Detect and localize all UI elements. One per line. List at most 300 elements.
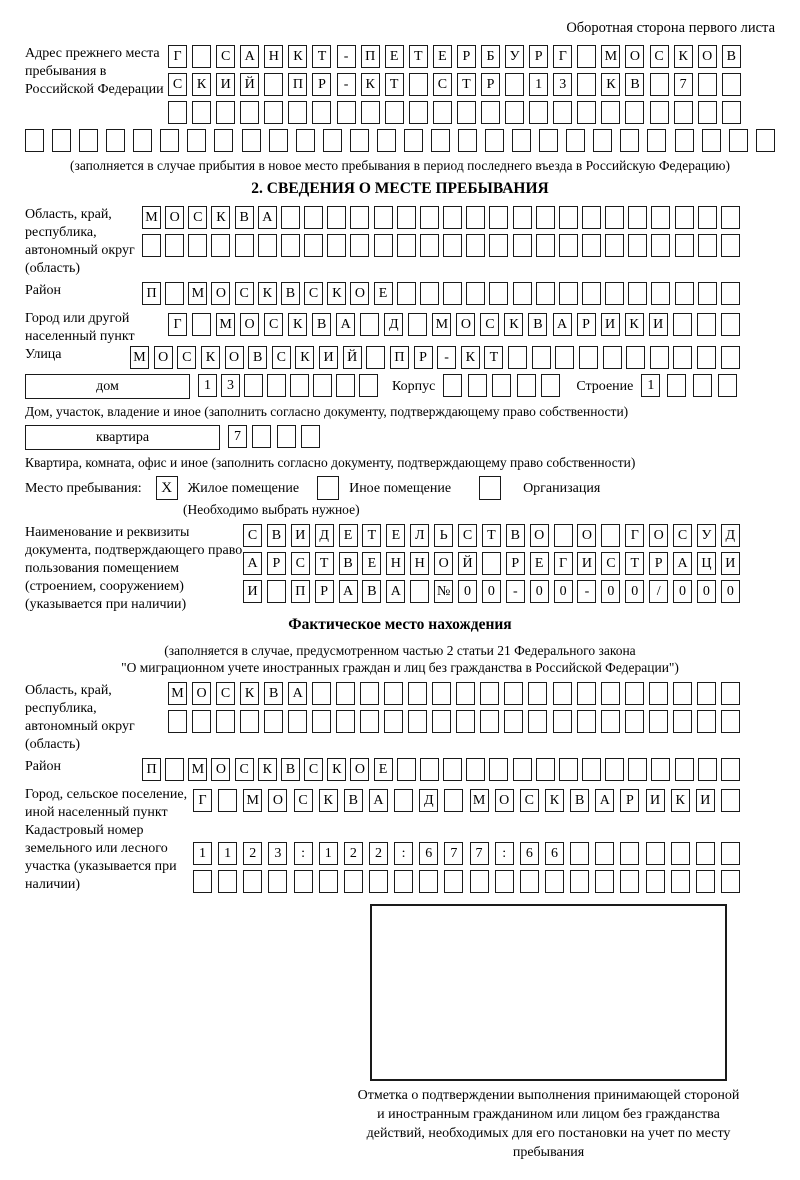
char-cell[interactable]: О [495,789,514,812]
char-cell[interactable] [443,374,462,397]
char-cell[interactable]: 2 [243,842,262,865]
char-cell[interactable]: Т [312,45,331,68]
char-cell[interactable]: В [625,73,644,96]
char-cell[interactable] [697,710,716,733]
char-cell[interactable]: М [142,206,161,229]
char-cell[interactable] [360,710,379,733]
char-cell[interactable] [593,129,612,152]
char-cell[interactable]: К [240,682,259,705]
fact-kadastr-row2[interactable] [193,870,740,893]
char-cell[interactable] [667,374,686,397]
char-cell[interactable] [304,234,323,257]
char-cell[interactable] [512,129,531,152]
char-cell[interactable]: О [530,524,549,547]
char-cell[interactable] [374,206,393,229]
raion-row[interactable] [142,282,740,305]
korpus-cells[interactable] [443,374,560,397]
char-cell[interactable]: Н [386,552,405,575]
char-cell[interactable] [456,682,475,705]
char-cell[interactable]: Й [240,73,259,96]
char-cell[interactable] [671,870,690,893]
char-cell[interactable] [698,101,717,124]
char-cell[interactable] [444,870,463,893]
char-cell[interactable]: С [304,282,323,305]
char-cell[interactable] [646,842,665,865]
char-cell[interactable] [336,374,355,397]
char-cell[interactable]: - [337,45,356,68]
char-cell[interactable] [697,346,716,369]
char-cell[interactable]: И [696,789,715,812]
char-cell[interactable] [698,206,717,229]
char-cell[interactable] [577,73,596,96]
char-cell[interactable] [536,282,555,305]
char-cell[interactable] [106,129,125,152]
char-cell[interactable]: К [461,346,480,369]
char-cell[interactable]: О [192,682,211,705]
char-cell[interactable] [673,313,692,336]
char-cell[interactable] [620,129,639,152]
char-cell[interactable]: Р [529,45,548,68]
char-cell[interactable]: В [267,524,286,547]
char-cell[interactable] [605,206,624,229]
char-cell[interactable]: Р [414,346,433,369]
char-cell[interactable]: О [350,758,369,781]
char-cell[interactable]: Р [620,789,639,812]
char-cell[interactable]: С [216,45,235,68]
char-cell[interactable] [489,234,508,257]
char-cell[interactable] [721,789,740,812]
char-cell[interactable] [142,234,161,257]
char-cell[interactable] [404,129,423,152]
char-cell[interactable] [360,313,379,336]
stroenie-cells[interactable] [641,374,737,397]
char-cell[interactable]: И [577,552,596,575]
char-cell[interactable]: 3 [553,73,572,96]
char-cell[interactable]: 3 [268,842,287,865]
char-cell[interactable]: - [337,73,356,96]
char-cell[interactable] [582,758,601,781]
char-cell[interactable] [729,129,748,152]
char-cell[interactable] [327,206,346,229]
char-cell[interactable]: Т [409,45,428,68]
char-cell[interactable] [605,234,624,257]
char-cell[interactable]: Г [193,789,212,812]
char-cell[interactable] [582,234,601,257]
char-cell[interactable] [52,129,71,152]
char-cell[interactable]: В [235,206,254,229]
char-cell[interactable]: О [165,206,184,229]
char-cell[interactable] [647,129,666,152]
char-cell[interactable]: Ь [434,524,453,547]
char-cell[interactable]: В [722,45,741,68]
char-cell[interactable] [721,206,740,229]
char-cell[interactable] [650,101,669,124]
char-cell[interactable]: О [434,552,453,575]
char-cell[interactable] [160,129,179,152]
char-cell[interactable] [603,346,622,369]
char-cell[interactable]: 6 [545,842,564,865]
char-cell[interactable]: 0 [530,580,549,603]
char-cell[interactable] [385,101,404,124]
char-cell[interactable]: С [480,313,499,336]
char-cell[interactable] [513,282,532,305]
char-cell[interactable]: М [130,346,149,369]
fact-gorod-row[interactable] [193,789,740,812]
char-cell[interactable] [79,129,98,152]
char-cell[interactable] [721,282,740,305]
char-cell[interactable] [570,842,589,865]
char-cell[interactable] [468,374,487,397]
char-cell[interactable] [252,425,271,448]
char-cell[interactable] [313,374,332,397]
char-cell[interactable] [466,282,485,305]
char-cell[interactable] [420,758,439,781]
char-cell[interactable]: 7 [674,73,693,96]
char-cell[interactable]: / [649,580,668,603]
doc-row1[interactable] [243,524,740,547]
char-cell[interactable] [443,758,462,781]
char-cell[interactable] [756,129,775,152]
char-cell[interactable] [240,101,259,124]
char-cell[interactable] [693,374,712,397]
char-cell[interactable]: А [673,552,692,575]
char-cell[interactable]: К [258,282,277,305]
char-cell[interactable]: О [211,758,230,781]
char-cell[interactable]: П [390,346,409,369]
char-cell[interactable]: 6 [419,842,438,865]
char-cell[interactable]: П [142,282,161,305]
char-cell[interactable]: П [142,758,161,781]
char-cell[interactable]: К [295,346,314,369]
char-cell[interactable] [369,870,388,893]
char-cell[interactable]: О [456,313,475,336]
doc-row3[interactable] [243,580,740,603]
char-cell[interactable]: К [288,313,307,336]
char-cell[interactable]: Ц [697,552,716,575]
char-cell[interactable] [408,682,427,705]
char-cell[interactable] [529,101,548,124]
char-cell[interactable] [513,206,532,229]
char-cell[interactable]: С [433,73,452,96]
fact-oblast-row2[interactable] [168,710,740,733]
char-cell[interactable] [192,45,211,68]
char-cell[interactable] [559,282,578,305]
char-cell[interactable] [577,101,596,124]
char-cell[interactable]: 6 [520,842,539,865]
char-cell[interactable]: С [216,682,235,705]
char-cell[interactable] [394,870,413,893]
char-cell[interactable]: К [288,45,307,68]
char-cell[interactable] [384,710,403,733]
char-cell[interactable] [513,234,532,257]
char-cell[interactable] [419,870,438,893]
char-cell[interactable] [394,789,413,812]
char-cell[interactable]: 1 [218,842,237,865]
char-cell[interactable]: Р [649,552,668,575]
char-cell[interactable] [165,758,184,781]
char-cell[interactable]: 1 [319,842,338,865]
char-cell[interactable] [566,129,585,152]
char-cell[interactable]: Г [553,45,572,68]
char-cell[interactable]: Д [315,524,334,547]
char-cell[interactable] [555,346,574,369]
char-cell[interactable]: В [312,313,331,336]
char-cell[interactable]: П [288,73,307,96]
char-cell[interactable] [242,129,261,152]
char-cell[interactable]: Г [168,313,187,336]
char-cell[interactable] [673,346,692,369]
fact-oblast-row1[interactable] [168,682,740,705]
char-cell[interactable]: : [394,842,413,865]
char-cell[interactable] [192,710,211,733]
fact-raion-row[interactable] [142,758,740,781]
char-cell[interactable] [722,73,741,96]
char-cell[interactable]: Е [362,552,381,575]
char-cell[interactable] [559,758,578,781]
char-cell[interactable] [702,129,721,152]
char-cell[interactable]: К [625,313,644,336]
char-cell[interactable]: И [721,552,740,575]
char-cell[interactable]: М [243,789,262,812]
char-cell[interactable]: Г [625,524,644,547]
char-cell[interactable] [480,682,499,705]
char-cell[interactable]: И [243,580,262,603]
char-cell[interactable] [492,374,511,397]
char-cell[interactable]: К [319,789,338,812]
char-cell[interactable]: О [625,45,644,68]
char-cell[interactable] [267,374,286,397]
char-cell[interactable] [513,758,532,781]
char-cell[interactable] [443,206,462,229]
char-cell[interactable]: В [264,682,283,705]
char-cell[interactable] [605,758,624,781]
char-cell[interactable]: Г [554,552,573,575]
char-cell[interactable] [312,710,331,733]
char-cell[interactable] [553,101,572,124]
char-cell[interactable] [673,682,692,705]
char-cell[interactable] [374,234,393,257]
char-cell[interactable]: Е [433,45,452,68]
char-cell[interactable] [626,346,645,369]
char-cell[interactable] [25,129,44,152]
char-cell[interactable] [420,234,439,257]
char-cell[interactable]: Т [484,346,503,369]
char-cell[interactable] [649,682,668,705]
checkbox-inoe[interactable] [317,476,339,500]
char-cell[interactable]: А [336,313,355,336]
char-cell[interactable] [350,234,369,257]
char-cell[interactable] [601,710,620,733]
prev-address-row4[interactable] [25,129,775,152]
char-cell[interactable] [495,870,514,893]
char-cell[interactable]: П [361,45,380,68]
char-cell[interactable]: 7 [470,842,489,865]
char-cell[interactable] [485,129,504,152]
char-cell[interactable] [577,45,596,68]
char-cell[interactable]: В [281,282,300,305]
char-cell[interactable]: К [201,346,220,369]
char-cell[interactable] [721,870,740,893]
char-cell[interactable] [721,710,740,733]
char-cell[interactable] [456,710,475,733]
char-cell[interactable]: В [506,524,525,547]
char-cell[interactable]: 0 [554,580,573,603]
char-cell[interactable]: 0 [625,580,644,603]
char-cell[interactable] [553,710,572,733]
char-cell[interactable] [168,101,187,124]
char-cell[interactable]: С [235,758,254,781]
char-cell[interactable] [192,101,211,124]
char-cell[interactable]: А [258,206,277,229]
char-cell[interactable] [457,101,476,124]
char-cell[interactable]: 7 [444,842,463,865]
char-cell[interactable] [651,234,670,257]
char-cell[interactable]: А [386,580,405,603]
char-cell[interactable] [620,842,639,865]
char-cell[interactable]: В [362,580,381,603]
char-cell[interactable]: О [698,45,717,68]
char-cell[interactable] [443,282,462,305]
char-cell[interactable]: Т [625,552,644,575]
char-cell[interactable]: М [188,758,207,781]
char-cell[interactable]: А [243,552,262,575]
char-cell[interactable] [628,282,647,305]
char-cell[interactable]: 0 [673,580,692,603]
char-cell[interactable] [520,870,539,893]
char-cell[interactable] [443,234,462,257]
char-cell[interactable]: Е [374,282,393,305]
char-cell[interactable]: К [545,789,564,812]
char-cell[interactable] [397,234,416,257]
char-cell[interactable] [350,206,369,229]
char-cell[interactable]: Н [264,45,283,68]
char-cell[interactable] [545,870,564,893]
char-cell[interactable]: О [350,282,369,305]
char-cell[interactable] [264,101,283,124]
char-cell[interactable] [288,710,307,733]
doc-row2[interactable] [243,552,740,575]
char-cell[interactable]: С [291,552,310,575]
char-cell[interactable]: 1 [198,374,217,397]
char-cell[interactable]: Й [343,346,362,369]
char-cell[interactable]: Р [506,552,525,575]
char-cell[interactable]: : [495,842,514,865]
char-cell[interactable] [264,710,283,733]
char-cell[interactable]: 2 [369,842,388,865]
char-cell[interactable] [296,129,315,152]
char-cell[interactable]: 0 [697,580,716,603]
char-cell[interactable]: У [505,45,524,68]
char-cell[interactable]: С [650,45,669,68]
char-cell[interactable]: Р [267,552,286,575]
char-cell[interactable]: С [264,313,283,336]
char-cell[interactable] [646,870,665,893]
char-cell[interactable] [277,425,296,448]
char-cell[interactable]: - [577,580,596,603]
char-cell[interactable] [431,129,450,152]
char-cell[interactable] [235,234,254,257]
char-cell[interactable] [319,870,338,893]
char-cell[interactable]: И [291,524,310,547]
char-cell[interactable] [240,710,259,733]
char-cell[interactable] [214,129,233,152]
char-cell[interactable]: А [553,313,572,336]
char-cell[interactable] [625,101,644,124]
char-cell[interactable] [696,842,715,865]
char-cell[interactable] [541,374,560,397]
char-cell[interactable] [264,73,283,96]
char-cell[interactable] [408,313,427,336]
char-cell[interactable] [165,282,184,305]
char-cell[interactable] [192,313,211,336]
char-cell[interactable] [410,580,429,603]
char-cell[interactable]: 0 [601,580,620,603]
char-cell[interactable] [539,129,558,152]
char-cell[interactable]: К [327,282,346,305]
char-cell[interactable]: О [649,524,668,547]
char-cell[interactable] [601,524,620,547]
char-cell[interactable]: Т [482,524,501,547]
char-cell[interactable]: Д [721,524,740,547]
char-cell[interactable]: К [601,73,620,96]
char-cell[interactable] [397,282,416,305]
char-cell[interactable]: С [520,789,539,812]
char-cell[interactable] [258,234,277,257]
char-cell[interactable] [698,282,717,305]
char-cell[interactable]: С [188,206,207,229]
char-cell[interactable] [628,758,647,781]
char-cell[interactable]: Р [315,580,334,603]
char-cell[interactable] [698,758,717,781]
checkbox-organizatsiya[interactable] [479,476,501,500]
char-cell[interactable] [361,101,380,124]
char-cell[interactable]: А [339,580,358,603]
char-cell[interactable] [577,710,596,733]
char-cell[interactable] [466,758,485,781]
char-cell[interactable] [432,682,451,705]
char-cell[interactable] [650,73,669,96]
char-cell[interactable]: О [211,282,230,305]
char-cell[interactable]: А [595,789,614,812]
char-cell[interactable] [432,710,451,733]
char-cell[interactable]: Т [362,524,381,547]
char-cell[interactable] [304,206,323,229]
char-cell[interactable] [211,234,230,257]
char-cell[interactable]: № [434,580,453,603]
char-cell[interactable]: Т [457,73,476,96]
char-cell[interactable] [327,234,346,257]
char-cell[interactable] [377,129,396,152]
char-cell[interactable] [505,101,524,124]
ulitsa-row[interactable] [130,346,740,369]
char-cell[interactable] [489,758,508,781]
char-cell[interactable]: К [192,73,211,96]
char-cell[interactable] [409,101,428,124]
char-cell[interactable]: 3 [221,374,240,397]
char-cell[interactable] [536,234,555,257]
char-cell[interactable] [281,206,300,229]
char-cell[interactable] [458,129,477,152]
char-cell[interactable]: С [294,789,313,812]
char-cell[interactable] [489,282,508,305]
char-cell[interactable]: И [216,73,235,96]
char-cell[interactable]: 7 [228,425,247,448]
char-cell[interactable] [698,234,717,257]
char-cell[interactable] [559,206,578,229]
char-cell[interactable]: У [697,524,716,547]
char-cell[interactable]: Р [481,73,500,96]
oblast-row2[interactable] [142,234,740,257]
